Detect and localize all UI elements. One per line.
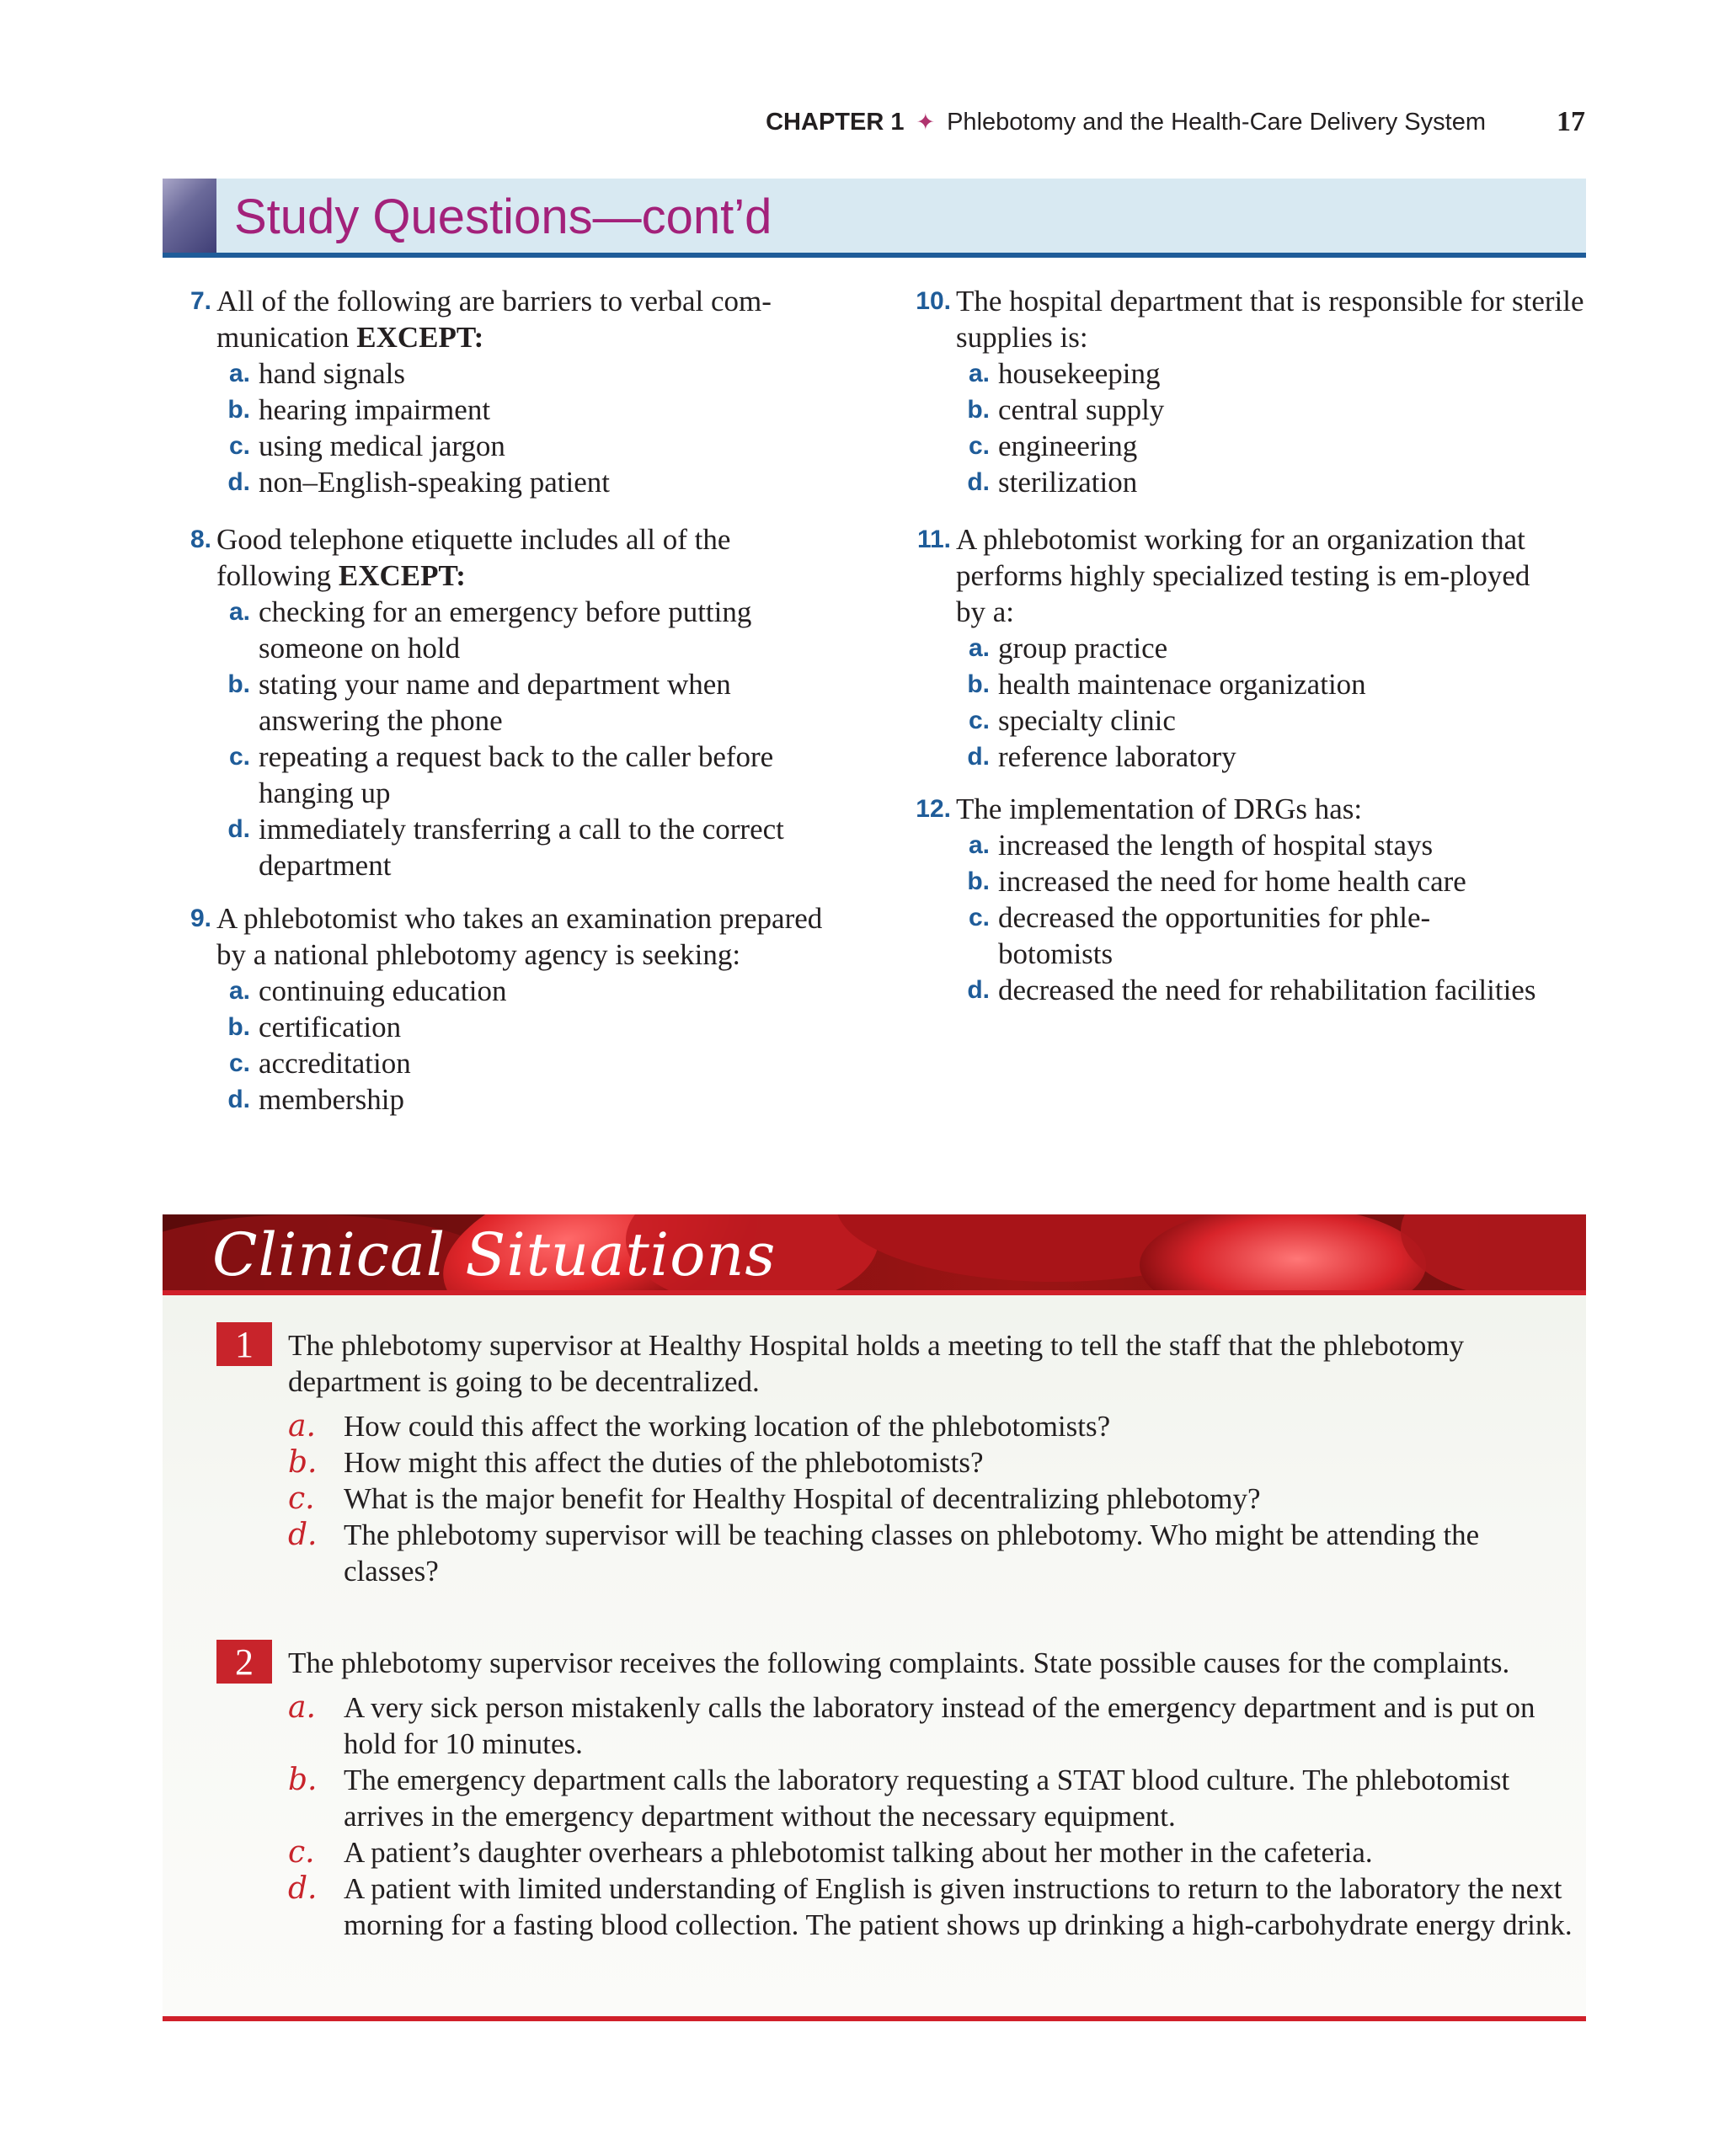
option-c: c. using medical jargon bbox=[228, 430, 505, 462]
option-a: a. increased the length of hospital stays bbox=[968, 829, 1434, 862]
except-emphasis: EXCEPT: bbox=[356, 321, 484, 354]
question-number: 10. bbox=[916, 287, 951, 315]
question-stem: The implementation of DRGs has: bbox=[956, 792, 1363, 825]
question-number: 8. bbox=[190, 526, 211, 553]
except-emphasis: EXCEPT: bbox=[338, 559, 466, 592]
clinical-case-2 bbox=[288, 1645, 1589, 1943]
question-number: 11. bbox=[916, 526, 951, 553]
option-b: b. central supply bbox=[967, 393, 1165, 426]
question-stem: A phlebotomist who takes an examination prepared by a national phlebotomy agency is seeking: bbox=[216, 902, 823, 971]
case-number: 2 bbox=[216, 1640, 272, 1684]
chapter-label: CHAPTER 1 bbox=[766, 108, 905, 136]
question-stem: All of the following are barriers to verbal com- munication EXCEPT: bbox=[216, 285, 772, 354]
option-b: b. stating your name and department when answering the phone bbox=[227, 668, 731, 737]
question-12 bbox=[902, 791, 1593, 1008]
question-number: 9. bbox=[190, 905, 211, 932]
option-d: d. membership bbox=[227, 1083, 405, 1116]
option-c: c. decreased the opportunities for phle-botomists bbox=[968, 901, 1431, 970]
clinical-case-1 bbox=[288, 1327, 1585, 1589]
option-a: a. group practice bbox=[968, 632, 1168, 664]
question-number: 7. bbox=[190, 287, 211, 315]
star-icon: ✦ bbox=[916, 109, 936, 135]
case-item-b: b. The emergency department calls the laboratory requesting a STAT blood culture. The phlebotomist arrives in the emergency department without the necessary equipment. bbox=[288, 1763, 1510, 1833]
case-item-d: d. The phlebotomy supervisor will be teaching classes on phlebotomy. Who might be attending the classes? bbox=[288, 1518, 1480, 1588]
option-d: d. reference laboratory bbox=[967, 740, 1236, 773]
banner-rule bbox=[163, 253, 1586, 258]
option-a: a. continuing education bbox=[228, 974, 507, 1007]
page-number: 17 bbox=[1557, 106, 1585, 137]
option-c: c. engineering bbox=[968, 430, 1138, 462]
option-b: b. certification bbox=[227, 1011, 402, 1043]
chapter-title: Phlebotomy and the Health-Care Delivery System bbox=[947, 108, 1486, 136]
question-stem: Good telephone etiquette includes all of the following EXCEPT: bbox=[216, 523, 731, 592]
option-c: c. accreditation bbox=[228, 1047, 411, 1080]
case-item-d: d. A patient with limited understanding of English is given instructions to return to the laboratory the next morning for a fasting blood collection. The patient shows up drinking a high-carbohydrate energy drink. bbox=[288, 1871, 1573, 1941]
question-stem: A phlebotomist working for an organization that performs highly specialized testing is em-ployed by a: bbox=[956, 523, 1530, 628]
case-item-b: b. How might this affect the duties of the phlebotomists? bbox=[288, 1445, 984, 1480]
clinical-bottom-rule bbox=[163, 2016, 1586, 2021]
banner-decoration bbox=[163, 179, 216, 254]
case-item-c: c. What is the major benefit for Healthy Hospital of decentralizing phlebotomy? bbox=[288, 1481, 1261, 1516]
case-intro: The phlebotomy supervisor receives the following complaints. State possible causes for the complaints. bbox=[288, 1646, 1510, 1679]
option-d: d. non–English-speaking patient bbox=[227, 466, 611, 499]
case-item-a: a. How could this affect the working location of the phlebotomists? bbox=[288, 1409, 1111, 1444]
option-d: d. immediately transferring a call to the correct department bbox=[227, 813, 784, 882]
option-d: d. decreased the need for rehabilitation facilities bbox=[967, 974, 1536, 1006]
question-9 bbox=[163, 900, 870, 1118]
option-a: a. hand signals bbox=[228, 357, 406, 390]
case-item-a: a. A very sick person mistakenly calls the laboratory instead of the emergency department and is put on hold for 10 minutes. bbox=[288, 1690, 1535, 1760]
option-b: b. health maintenace organization bbox=[967, 668, 1366, 701]
question-8 bbox=[163, 521, 870, 883]
case-number: 1 bbox=[216, 1322, 272, 1366]
option-c: c. repeating a request back to the caller before hanging up bbox=[228, 740, 774, 809]
option-b: b. increased the need for home health care bbox=[967, 865, 1466, 898]
option-d: d. sterilization bbox=[967, 466, 1138, 499]
option-b: b. hearing impairment bbox=[227, 393, 491, 426]
question-number: 12. bbox=[916, 795, 951, 823]
question-10 bbox=[902, 283, 1593, 500]
question-7 bbox=[163, 283, 870, 500]
case-item-c: c. A patient’s daughter overhears a phlebotomist talking about her mother in the cafeteria. bbox=[288, 1835, 1373, 1870]
option-c: c. specialty clinic bbox=[968, 704, 1176, 737]
question-stem: The hospital department that is responsible for sterile supplies is: bbox=[956, 285, 1584, 354]
case-intro: The phlebotomy supervisor at Healthy Hospital holds a meeting to tell the staff that the phlebotomy department is going to be decentralized. bbox=[288, 1329, 1465, 1398]
section-title: Clinical Situations bbox=[212, 1220, 777, 1289]
question-11 bbox=[902, 521, 1593, 775]
option-a: a. checking for an emergency before putting someone on hold bbox=[228, 595, 752, 664]
section-title: Study Questions—cont’d bbox=[234, 189, 772, 244]
running-header bbox=[766, 101, 1585, 143]
option-a: a. housekeeping bbox=[968, 357, 1161, 390]
